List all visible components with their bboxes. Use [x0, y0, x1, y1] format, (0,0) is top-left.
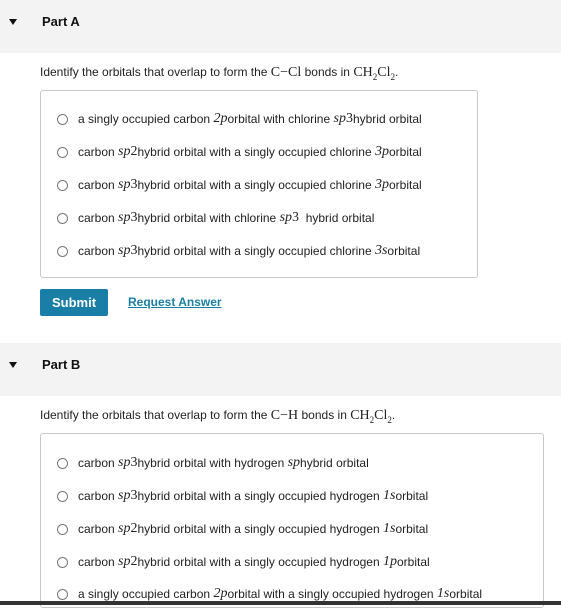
formula-subscript: 2 [372, 71, 378, 82]
bond-atom-c: C [270, 65, 281, 80]
option-math: sp [118, 177, 131, 192]
option-math: 1s [436, 586, 450, 601]
question-text: bonds in [301, 65, 354, 79]
formula [353, 65, 395, 80]
option-math: 3p [374, 177, 389, 192]
option-text: orbital with chlorine [227, 112, 331, 126]
part-a-option-3[interactable] [57, 176, 422, 194]
option-text: carbon [78, 489, 115, 503]
option-text: hybrid orbital with a singly occupied chlorine [137, 145, 372, 159]
option-math: sp [118, 455, 131, 470]
option-text: hybrid orbital with a singly occupied hydrogen [137, 555, 380, 569]
option-math: sp [118, 144, 131, 159]
bond-dash: − [280, 65, 289, 80]
radio-button-icon[interactable] [57, 524, 68, 535]
option-text: orbital [395, 489, 429, 503]
option-math: 1p [382, 554, 397, 569]
option-text: hybrid orbital [299, 211, 375, 225]
question-text: bonds in [298, 408, 351, 422]
part-a-option-4[interactable] [57, 209, 374, 227]
option-text: hybrid orbital with hydrogen [137, 456, 285, 470]
radio-button-icon[interactable] [57, 147, 68, 158]
option-math: sp [287, 455, 301, 470]
option-text: carbon [78, 211, 115, 225]
option-text: carbon [78, 244, 115, 258]
part-b-option-4[interactable] [57, 553, 430, 571]
formula-part: CH [350, 408, 370, 423]
bond-atom-c: C [270, 408, 281, 423]
bond-dash: − [280, 408, 289, 423]
formula-subscript: 2 [369, 414, 375, 425]
option-math: 2p [213, 586, 228, 601]
option-superscript: 3 [130, 177, 138, 192]
part-b-option-3[interactable] [57, 520, 428, 538]
option-math: 2p [213, 111, 228, 126]
bond-atom-cl: Cl [288, 65, 302, 80]
collapse-triangle-icon[interactable] [9, 19, 17, 25]
bottom-scroll-bar [0, 601, 561, 605]
formula-subscript: 2 [387, 414, 392, 425]
part-b-option-1[interactable] [57, 454, 369, 472]
radio-button-icon[interactable] [57, 589, 68, 600]
option-superscript: 2 [130, 144, 138, 159]
bond-atom-h: H [288, 408, 299, 423]
option-superscript: 3 [130, 243, 138, 258]
option-text: hybrid orbital [352, 112, 422, 126]
radio-button-icon[interactable] [57, 557, 68, 568]
option-text: orbital [387, 244, 421, 258]
option-text: a singly occupied carbon [78, 587, 211, 601]
part-b-header[interactable] [0, 343, 561, 396]
part-a-question [40, 65, 398, 82]
option-superscript: 3 [130, 488, 138, 503]
option-text: hybrid orbital [300, 456, 369, 470]
part-a-options-box [40, 90, 478, 278]
option-superscript: 2 [130, 554, 138, 569]
option-math: 1s [382, 521, 396, 536]
radio-button-icon[interactable] [57, 180, 68, 191]
radio-button-icon[interactable] [57, 458, 68, 469]
part-b-title: Part B [42, 357, 81, 372]
formula-part: Cl [377, 65, 391, 80]
collapse-triangle-icon[interactable] [9, 362, 17, 368]
option-math: sp [279, 210, 293, 225]
option-math: sp [118, 243, 131, 258]
formula-part: Cl [374, 408, 388, 423]
option-text: orbital [395, 522, 429, 536]
option-text: hybrid orbital with chlorine [137, 211, 277, 225]
option-math: 3p [374, 144, 389, 159]
radio-button-icon[interactable] [57, 114, 68, 125]
part-a-option-5[interactable] [57, 242, 420, 260]
option-superscript: 3 [130, 455, 138, 470]
option-math: sp [118, 488, 131, 503]
option-text: hybrid orbital with a singly occupied hydrogen [137, 489, 380, 503]
formula-part: CH [353, 65, 373, 80]
submit-button[interactable]: Submit [40, 289, 108, 316]
part-b-option-2[interactable] [57, 487, 428, 505]
option-superscript: 2 [130, 521, 138, 536]
option-superscript: 3 [292, 210, 300, 225]
option-math: 1s [382, 488, 396, 503]
question-text: . [395, 65, 399, 79]
part-b-options-box [40, 433, 544, 608]
option-text: carbon [78, 145, 115, 159]
request-answer-link[interactable]: Request Answer [128, 295, 222, 309]
option-text: carbon [78, 178, 115, 192]
option-superscript: 3 [345, 111, 353, 126]
option-text: orbital [388, 178, 422, 192]
option-text: orbital with a singly occupied hydrogen [227, 587, 434, 601]
radio-button-icon[interactable] [57, 246, 68, 257]
radio-button-icon[interactable] [57, 213, 68, 224]
option-math: sp [118, 554, 131, 569]
option-text: carbon [78, 555, 115, 569]
radio-button-icon[interactable] [57, 491, 68, 502]
part-a-header[interactable] [0, 0, 561, 53]
part-a-option-2[interactable] [57, 143, 422, 161]
option-text: orbital [388, 145, 422, 159]
option-text: carbon [78, 522, 115, 536]
question-text: Identify the orbitals that overlap to form the [40, 65, 271, 79]
option-math: sp [118, 521, 131, 536]
question-text: . [391, 408, 396, 422]
option-superscript: 3 [130, 210, 138, 225]
option-math: 3s [374, 243, 388, 258]
part-a-title: Part A [42, 14, 80, 29]
option-text: hybrid orbital with a singly occupied chlorine [137, 244, 372, 258]
option-text: hybrid orbital with a singly occupied chlorine [137, 178, 372, 192]
part-b-question [40, 408, 395, 425]
option-text: hybrid orbital with a singly occupied hydrogen [137, 522, 380, 536]
option-text: orbital [396, 555, 430, 569]
part-a-option-1[interactable] [57, 110, 422, 128]
option-text: orbital [449, 587, 483, 601]
option-text: carbon [78, 456, 115, 470]
option-math: sp [118, 210, 131, 225]
question-text: Identify the orbitals that overlap to form the [40, 408, 271, 422]
option-text: a singly occupied carbon [78, 112, 211, 126]
formula-subscript: 2 [390, 71, 396, 82]
formula [350, 408, 392, 423]
option-math: sp [333, 111, 346, 126]
